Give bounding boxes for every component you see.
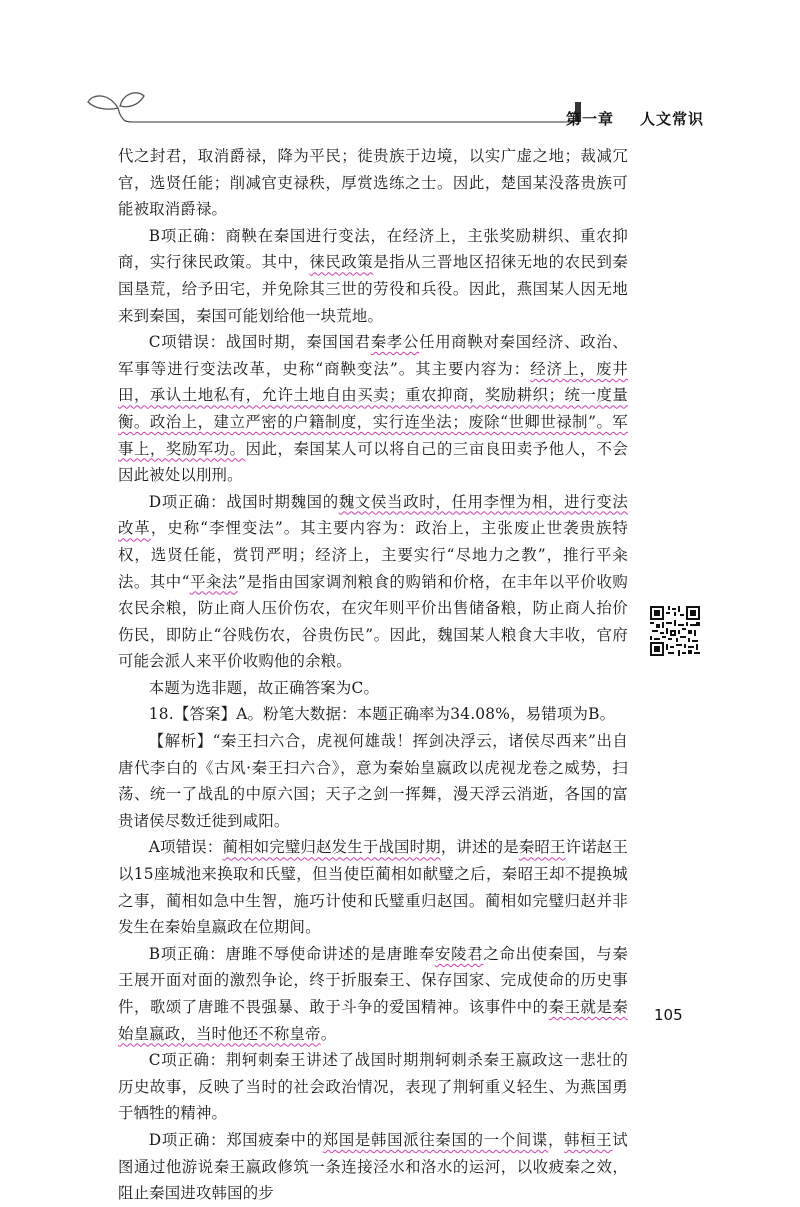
- highlighted-text: 经济上，废井田，承认土地私有，允许土地自由买卖；重农抑商，奖励耕织；统一度量衡。政治上，建立严密的户籍制度，实行连坐法；废除“世卿世禄制”。军事上，奖励军功。: [118, 359, 629, 458]
- text-run: 。: [320, 1024, 337, 1043]
- chapter-heading: [566, 108, 704, 129]
- text-run: 之命出使秦国，与秦王展开面对面的激烈争论，终于折服秦王、保存国家、完成使命的历史事件，歌颂了唐雎不畏强暴、敢于斗争的爱国精神。该事件中的: [118, 944, 628, 1016]
- text-run: ，史称“李悝变法”。其主要内容为：政治上，主张废止世袭贵族特权，选贤任能，赏罚严明；经济上，主要实行“尽地力之教”，推行平籴法。其中“: [118, 519, 628, 591]
- paragraph: [118, 1047, 628, 1127]
- qr-code-icon[interactable]: [650, 606, 700, 656]
- paragraph: [118, 143, 628, 223]
- page-number: 105: [654, 1006, 683, 1024]
- paragraph: [118, 701, 628, 728]
- highlighted-text: 蔺相如完璧归赵发生于战国时期: [222, 838, 441, 857]
- text-run: 是指从三晋地区招徕无地的农民到秦国垦荒，给予田宅，并免除其三世的劳役和兵役。因此，燕国某人因无地来到秦国，秦国可能划给他一块荒地。: [118, 253, 628, 325]
- text-run: D项正确：战国时期魏国的: [148, 492, 339, 511]
- text-run: C项错误：战国时期，秦国国君: [148, 333, 371, 352]
- page-header: [0, 0, 800, 140]
- highlighted-text: 徕民政策: [309, 253, 374, 272]
- text-run: B项正确：商鞅在秦国进行变法，在经济上，主张奖励耕织、重农抑商，实行徕民政策。其中，: [118, 226, 628, 272]
- highlighted-text: 秦王就是秦始皇嬴政，当时他还不称皇帝: [118, 998, 628, 1043]
- text-run: A项错误：: [148, 838, 223, 857]
- text-run: 【解析】“秦王扫六合，虎视何雄哉！挥剑决浮云，诸侯尽西来”出自唐代李白的《古风·秦王扫六合》，意为秦始皇嬴政以虎视龙卷之威势，扫荡、统一了战乱的中原六国；天子之剑一挥舞，漫天浮云消逝，各国的富贵诸侯尽数迁徙到咸阳。: [118, 732, 628, 830]
- paragraph: [118, 834, 628, 940]
- paragraph: [118, 728, 628, 834]
- paragraph: [118, 1127, 628, 1207]
- text-run: 试图通过他游说秦王嬴政修筑一条连接泾水和洛水的运河，以收疲秦之效，阻止秦国进攻韩国的步: [118, 1130, 628, 1203]
- chapter-number: 第一章: [565, 110, 614, 128]
- body-text: [118, 143, 628, 1207]
- text-run: ”是指由国家调剂粮食的购销和价格，在丰年以平价收购农民余粮，防止商人压价伤农，在灾年则平价出售储备粮，防止商人抬价伤民，即防止“谷贱伤农，谷贵伤民”。因此，魏国某人粮食大丰收，官府可能会派人来平价收购他的余粮。: [118, 572, 628, 671]
- text-run: D项正确：郑国疲秦中的: [148, 1130, 323, 1149]
- paragraph: [118, 675, 628, 702]
- text-run: 许诺赵王以15座城池来换取和氏璧，但当使臣蔺相如献璧之后，秦昭王却不提换城之事，蔺相如急中生智，施巧计使和氏璧重归赵国。蔺相如完璧归赵并非发生在秦始皇嬴政在位期间。: [118, 838, 628, 937]
- text-run: 18.【答案】A。粉笔大数据：本题正确率为34.08%，易错项为B。: [148, 705, 616, 724]
- paragraph: [118, 223, 628, 329]
- highlighted-text: 秦孝公: [370, 333, 420, 352]
- paragraph: [118, 489, 628, 675]
- highlighted-text: 魏文侯当政时，任用李悝为相，进行变法改革: [118, 492, 628, 538]
- text-run: 代之封君，取消爵禄，降为平民；徙贵族于边境，以实广虚之地；裁减冗官，选贤任能；削减官吏禄秩，厚赏选练之士。因此，楚国某没落贵族可能被取消爵禄。: [118, 147, 628, 219]
- text-run: 任用商鞅对秦国经济、政治、军事等进行变法改革，史称“商鞅变法”。其主要内容为：: [118, 333, 628, 378]
- text-run: ，讲述的是: [440, 838, 519, 857]
- text-run: ，: [548, 1130, 565, 1149]
- text-run: B项正确：唐雎不辱使命讲述的是唐雎奉: [148, 944, 435, 963]
- highlighted-text: 安陵君: [435, 944, 484, 963]
- text-run: 本题为选非题，故正确答案为C。: [148, 678, 380, 697]
- highlighted-text: 韩桓王: [564, 1130, 613, 1149]
- text-run: C项正确：荆轲刺秦王讲述了战国时期荆轲刺杀秦王嬴政这一悲壮的历史故事，反映了当时的社会政治情况，表现了荆轲重义轻生、为燕国勇于牺牲的精神。: [118, 1051, 628, 1123]
- paragraph: [118, 941, 628, 1047]
- highlighted-text: 郑国是韩国派往秦国的一个间谍: [322, 1130, 549, 1149]
- highlighted-text: 平籴法: [189, 572, 238, 591]
- chapter-title: 人文常识: [639, 110, 704, 128]
- text-run: 因此，秦国某人可以将自己的三亩良田卖予他人，不会因此被处以刖刑。: [118, 439, 628, 485]
- highlighted-text: 秦昭王: [518, 838, 566, 857]
- paragraph: [118, 329, 628, 489]
